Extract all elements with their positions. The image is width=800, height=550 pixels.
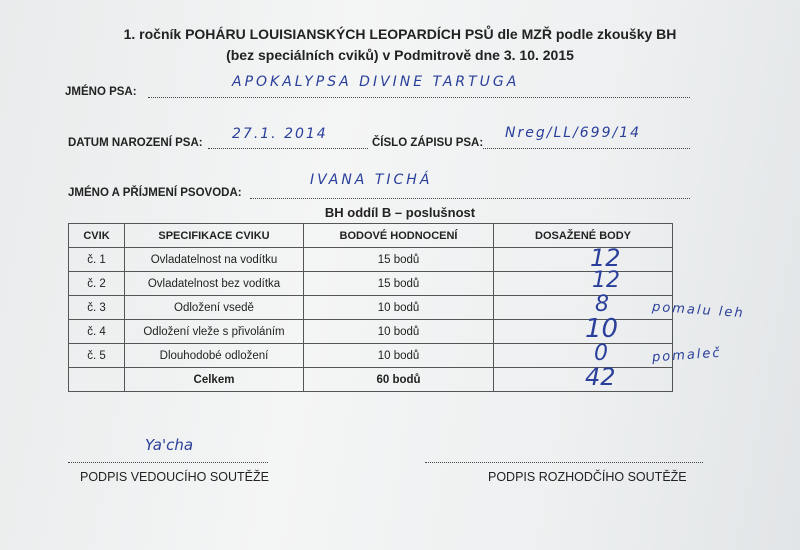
- cell-achieved: [494, 344, 673, 368]
- score-3: 8: [595, 292, 609, 317]
- header-line-2: (bez speciálních cviků) v Podmitrově dne 3. 10. 2015: [226, 47, 574, 63]
- cell-empty: [69, 368, 125, 392]
- score-total: 42: [585, 363, 616, 391]
- dog-name-label: JMÉNO PSA:: [65, 86, 137, 98]
- cell-spec: Odložení vsedě: [125, 296, 304, 320]
- birth-date-value: 27.1. 2014: [232, 126, 328, 142]
- cell-achieved: [494, 368, 673, 392]
- col-header-spec: SPECIFIKACE CVIKU: [125, 224, 304, 248]
- cell-max-points: 15 bodů: [304, 248, 494, 272]
- table-header-row: [69, 224, 673, 248]
- cell-spec: Dlouhodobé odložení: [125, 344, 304, 368]
- cell-exercise-no: č. 2: [69, 272, 125, 296]
- cell-exercise-no: č. 1: [69, 248, 125, 272]
- col-header-achieved: DOSAŽENÉ BODY: [494, 224, 673, 248]
- cell-achieved: [494, 248, 673, 272]
- results-table: [68, 223, 673, 392]
- table-total-row: [69, 368, 673, 392]
- cell-max-points: 10 bodů: [304, 344, 494, 368]
- cell-exercise-no: č. 4: [69, 320, 125, 344]
- total-label: Celkem: [125, 368, 304, 392]
- table-row: [69, 296, 673, 320]
- col-header-cvik: CVIK: [69, 224, 125, 248]
- score-2: 12: [592, 268, 620, 293]
- total-max-points: 60 bodů: [304, 368, 494, 392]
- score-5: 0: [594, 341, 608, 366]
- signature-label-organizer: PODPIS VEDOUCÍHO SOUTĚŽE: [80, 470, 269, 484]
- cell-spec: Ovladatelnost na vodítku: [125, 248, 304, 272]
- table-row: [69, 272, 673, 296]
- dog-name-line: [148, 97, 690, 98]
- registration-label: ČÍSLO ZÁPISU PSA:: [372, 137, 484, 149]
- cell-achieved: [494, 296, 673, 320]
- note-row-3: pomalu leh: [651, 299, 746, 322]
- table-row: [69, 248, 673, 272]
- signature-line-judge: [425, 462, 703, 463]
- cell-max-points: 10 bodů: [304, 320, 494, 344]
- note-row-5: pomaleč: [651, 345, 723, 366]
- cell-max-points: 10 bodů: [304, 296, 494, 320]
- score-4: 10: [585, 314, 619, 344]
- cell-spec: Ovladatelnost bez vodítka: [125, 272, 304, 296]
- cell-achieved: [494, 320, 673, 344]
- table-row: [69, 320, 673, 344]
- score-1: 12: [590, 244, 621, 272]
- signature-label-judge: PODPIS ROZHODČÍHO SOUTĚŽE: [488, 470, 687, 484]
- signature-organizer: Ya'cha: [145, 436, 194, 454]
- registration-line: [483, 148, 690, 149]
- section-title: BH oddíl B – poslušnost: [324, 205, 476, 220]
- handler-line: [250, 198, 690, 199]
- header-line-1: 1. ročník POHÁRU LOUISIANSKÝCH LEOPARDÍCH PSŮ dle MZŘ podle zkoušky BH: [123, 26, 677, 42]
- handler-value: IVANA TICHÁ: [310, 172, 433, 188]
- registration-value: Nreg/LL/699/14: [505, 125, 642, 141]
- table-row: [69, 344, 673, 368]
- cell-exercise-no: č. 3: [69, 296, 125, 320]
- cell-spec: Odložení vleže s přivoláním: [125, 320, 304, 344]
- signature-line-organizer: [68, 462, 268, 463]
- handler-label: JMÉNO A PŘÍJMENÍ PSOVODA:: [68, 187, 242, 199]
- cell-achieved: [494, 272, 673, 296]
- cell-max-points: 15 bodů: [304, 272, 494, 296]
- col-header-points: BODOVÉ HODNOCENÍ: [304, 224, 494, 248]
- form-header: [0, 24, 800, 66]
- birth-date-label: DATUM NAROZENÍ PSA:: [68, 137, 203, 149]
- dog-name-value: APOKALYPSA DIVINE TARTUGA: [232, 74, 520, 90]
- cell-exercise-no: č. 5: [69, 344, 125, 368]
- birth-date-line: [208, 148, 368, 149]
